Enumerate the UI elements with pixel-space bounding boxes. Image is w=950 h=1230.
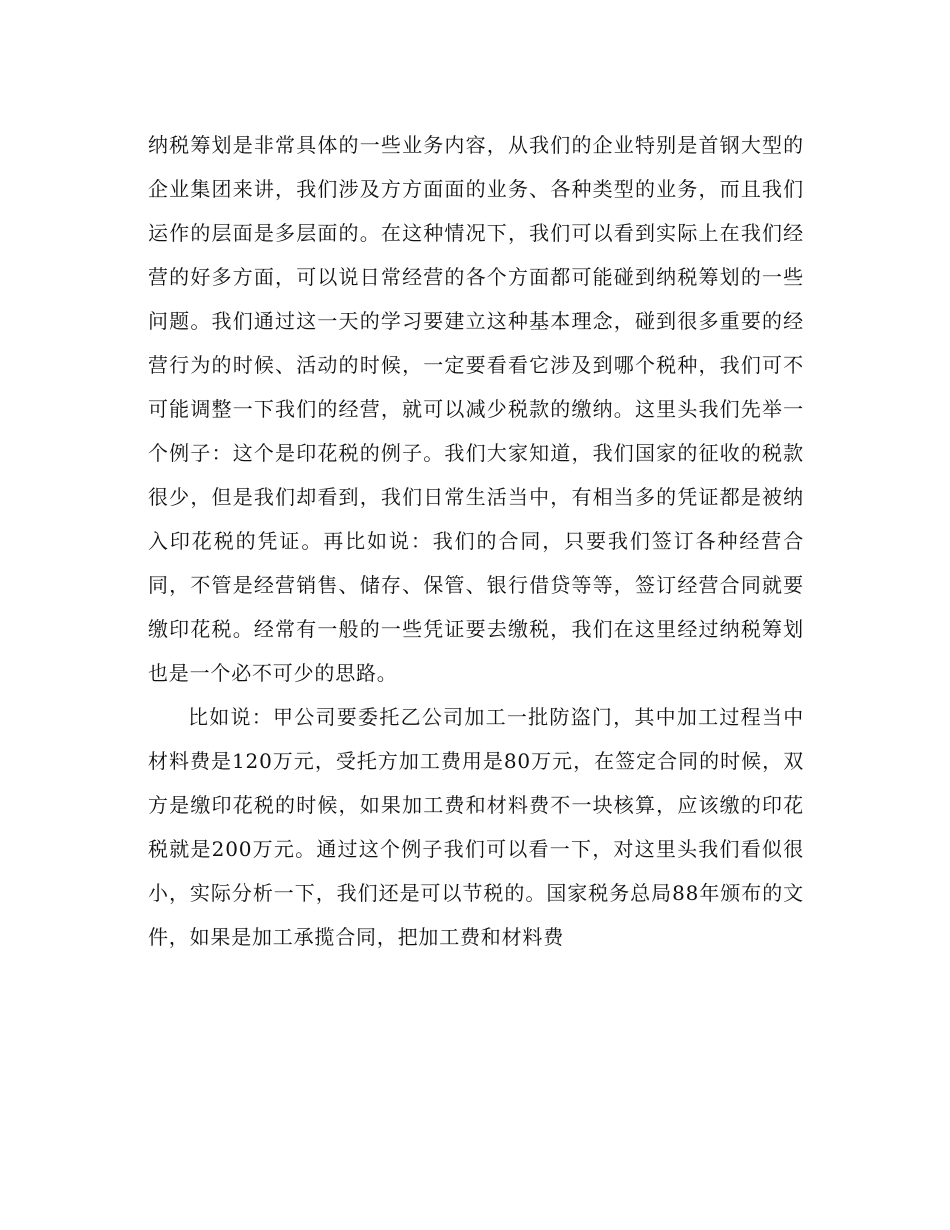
paragraph-2: 比如说：甲公司要委托乙公司加工一批防盗门，其中加工过程当中材料费是120万元，受托方加工费用是80万元，在签定合同的时候，双方是缴印花税的时候，如果加工费和材料费不一块核算，应该缴的印花税就是200万元。通过这个例子我们可以看一下，对这里头我们看似很小，实际分析一下，我们还是可以节税的。国家税务总局88年颁布的文件，如果是加工承揽合同，把加工费和材料费	[148, 705, 804, 949]
paragraph-1: 纳税筹划是非常具体的一些业务内容，从我们的企业特别是首钢大型的企业集团来讲，我们涉及方方面面的业务、各种类型的业务，而且我们运作的层面是多层面的。在这种情况下，我们可以看到实际上在我们经营的好多方面，可以说日常经营的各个方面都可能碰到纳税筹划的一些问题。我们通过这一天的学习要建立这种基本理念，碰到很多重要的经营行为的时候、活动的时候，一定要看看它涉及到哪个税种，我们可不可能调整一下我们的经营，就可以减少税款的缴纳。这里头我们先举一个例子：这个是印花税的例子。我们大家知道，我们国家的征收的税款很少，但是我们却看到，我们日常生活当中，有相当多的凭证都是被纳入印花税的凭证。再比如说：我们的合同，只要我们签订各种经营合同，不管是经营销售、储存、保管、银行借贷等等，签订经营合同就要缴印花税。经常有一般的一些凭证要去缴税，我们在这里经过纳税筹划也是一个必不可少的思路。	[148, 133, 804, 685]
document-body	[148, 123, 804, 959]
